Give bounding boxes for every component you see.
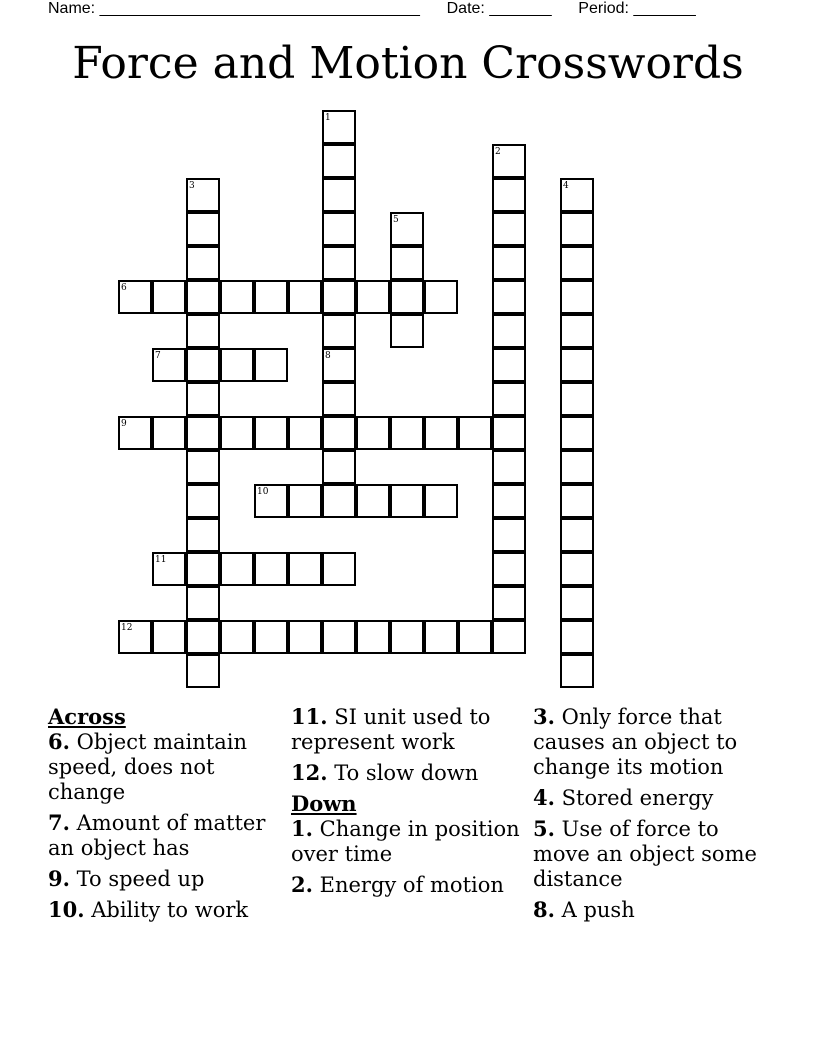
grid-cell[interactable]: [186, 586, 220, 620]
clue-across-11: 11. SI unit used to represent work: [291, 704, 491, 754]
grid-cell[interactable]: [560, 382, 594, 416]
grid-cell[interactable]: [492, 416, 526, 450]
grid-cell[interactable]: [322, 620, 356, 654]
grid-cell[interactable]: [390, 416, 424, 450]
date-label: Date:: [446, 0, 485, 17]
grid-number: 11: [155, 555, 167, 565]
grid-cell[interactable]: [254, 348, 288, 382]
grid-cell[interactable]: [560, 484, 594, 518]
clue-across-6: 6. Object maintain speed, does not change: [48, 729, 247, 804]
grid-cell[interactable]: [152, 620, 186, 654]
grid-number: 8: [325, 351, 331, 361]
grid-number: 6: [121, 283, 127, 293]
clue-down-4: 4. Stored energy: [533, 785, 714, 810]
grid-number: 4: [563, 181, 569, 191]
grid-cell[interactable]: [288, 552, 322, 586]
grid-cell[interactable]: [390, 246, 424, 280]
grid-cell[interactable]: [186, 314, 220, 348]
grid-cell[interactable]: [322, 178, 356, 212]
grid-cell[interactable]: [186, 280, 220, 314]
grid-cell[interactable]: [424, 416, 458, 450]
grid-cell[interactable]: [356, 620, 390, 654]
grid-cell[interactable]: [492, 212, 526, 246]
name-label: Name:: [48, 0, 96, 17]
grid-cell[interactable]: [152, 280, 186, 314]
clue-down-5: 5. Use of force to move an object some distance: [533, 816, 757, 891]
grid-cell[interactable]: [492, 620, 526, 654]
page-title: Force and Motion Crosswords: [72, 38, 744, 89]
grid-cell[interactable]: [458, 620, 492, 654]
date-blank[interactable]: _______: [489, 0, 552, 17]
grid-cell[interactable]: [492, 484, 526, 518]
grid-cell[interactable]: [560, 314, 594, 348]
grid-cell[interactable]: [186, 620, 220, 654]
name-blank[interactable]: ____________________________________: [99, 0, 420, 17]
grid-cell[interactable]: [220, 620, 254, 654]
grid-cell[interactable]: [560, 654, 594, 688]
grid-cell[interactable]: [492, 348, 526, 382]
grid-cell[interactable]: [560, 586, 594, 620]
grid-cell[interactable]: [560, 416, 594, 450]
across-heading: Across: [48, 704, 126, 729]
grid-cell[interactable]: [254, 552, 288, 586]
grid-number: 1: [325, 113, 331, 123]
grid-cell[interactable]: [322, 450, 356, 484]
grid-cell[interactable]: [492, 382, 526, 416]
grid-cell[interactable]: [492, 586, 526, 620]
grid-cell[interactable]: [322, 280, 356, 314]
grid-number: 9: [121, 419, 127, 429]
grid-cell[interactable]: [322, 552, 356, 586]
grid-cell[interactable]: [356, 484, 390, 518]
grid-cell[interactable]: [186, 246, 220, 280]
clue-across-10: 10. Ability to work: [48, 897, 249, 922]
grid-cell[interactable]: [186, 348, 220, 382]
grid-cell[interactable]: [254, 620, 288, 654]
grid-cell[interactable]: [288, 620, 322, 654]
grid-cell[interactable]: [322, 314, 356, 348]
clue-down-3: 3. Only force that causes an object to change its motion: [533, 704, 738, 779]
grid-cell[interactable]: [152, 416, 186, 450]
grid-cell[interactable]: [492, 552, 526, 586]
grid-cell[interactable]: [560, 620, 594, 654]
grid-cell[interactable]: [560, 212, 594, 246]
period-blank[interactable]: _______: [633, 0, 696, 17]
grid-cell[interactable]: [220, 348, 254, 382]
down-heading: Down: [291, 791, 357, 816]
grid-cell[interactable]: [390, 280, 424, 314]
grid-number: 7: [155, 351, 161, 361]
grid-cell[interactable]: [322, 382, 356, 416]
grid-cell[interactable]: [390, 314, 424, 348]
clues-column-2: [291, 704, 527, 903]
grid-cell[interactable]: [186, 518, 220, 552]
grid-cell[interactable]: [356, 280, 390, 314]
grid-cell[interactable]: [288, 280, 322, 314]
grid-cell[interactable]: [492, 518, 526, 552]
clue-down-8: 8. A push: [533, 897, 635, 922]
clue-across-9: 9. To speed up: [48, 866, 205, 891]
grid-number: 10: [257, 487, 269, 497]
grid-cell[interactable]: [186, 552, 220, 586]
grid-cell[interactable]: [186, 654, 220, 688]
grid-cell[interactable]: [186, 484, 220, 518]
grid-cell[interactable]: [186, 212, 220, 246]
grid-cell[interactable]: [560, 518, 594, 552]
clue-across-12: 12. To slow down: [291, 760, 479, 785]
grid-cell[interactable]: [560, 246, 594, 280]
grid-cell[interactable]: [254, 416, 288, 450]
clue-across-7: 7. Amount of matter an object has: [48, 810, 266, 860]
grid-cell[interactable]: [560, 348, 594, 382]
grid-number: 5: [393, 215, 399, 225]
clue-down-1: 1. Change in position over time: [291, 816, 520, 866]
grid-cell[interactable]: [186, 450, 220, 484]
grid-cell[interactable]: [254, 280, 288, 314]
grid-cell[interactable]: [390, 620, 424, 654]
clue-down-2: 2. Energy of motion: [291, 872, 504, 897]
grid-cell[interactable]: [560, 450, 594, 484]
clues-column-3: [533, 704, 773, 928]
grid-cell[interactable]: [492, 178, 526, 212]
grid-cell[interactable]: [322, 212, 356, 246]
grid-cell[interactable]: [492, 246, 526, 280]
grid-cell[interactable]: [492, 450, 526, 484]
grid-cell[interactable]: [186, 416, 220, 450]
grid-cell[interactable]: [322, 416, 356, 450]
grid-cell[interactable]: [492, 314, 526, 348]
grid-cell[interactable]: [220, 280, 254, 314]
grid-number: 2: [495, 147, 501, 157]
clues-column-1: [48, 704, 284, 928]
grid-cell[interactable]: [458, 416, 492, 450]
grid-number: 3: [189, 181, 195, 191]
grid-cell[interactable]: [322, 144, 356, 178]
grid-cell[interactable]: [390, 484, 424, 518]
grid-cell[interactable]: [424, 620, 458, 654]
grid-cell[interactable]: [220, 552, 254, 586]
grid-cell[interactable]: [186, 382, 220, 416]
grid-number: 12: [121, 623, 133, 633]
grid-cell[interactable]: [220, 416, 254, 450]
grid-cell[interactable]: [322, 246, 356, 280]
grid-cell[interactable]: [424, 280, 458, 314]
grid-cell[interactable]: [356, 416, 390, 450]
grid-cell[interactable]: [288, 484, 322, 518]
grid-cell[interactable]: [424, 484, 458, 518]
grid-cell[interactable]: [492, 280, 526, 314]
grid-cell[interactable]: [560, 280, 594, 314]
period-label: Period:: [578, 0, 629, 17]
grid-cell[interactable]: [560, 552, 594, 586]
grid-cell[interactable]: [288, 416, 322, 450]
grid-cell[interactable]: [322, 484, 356, 518]
